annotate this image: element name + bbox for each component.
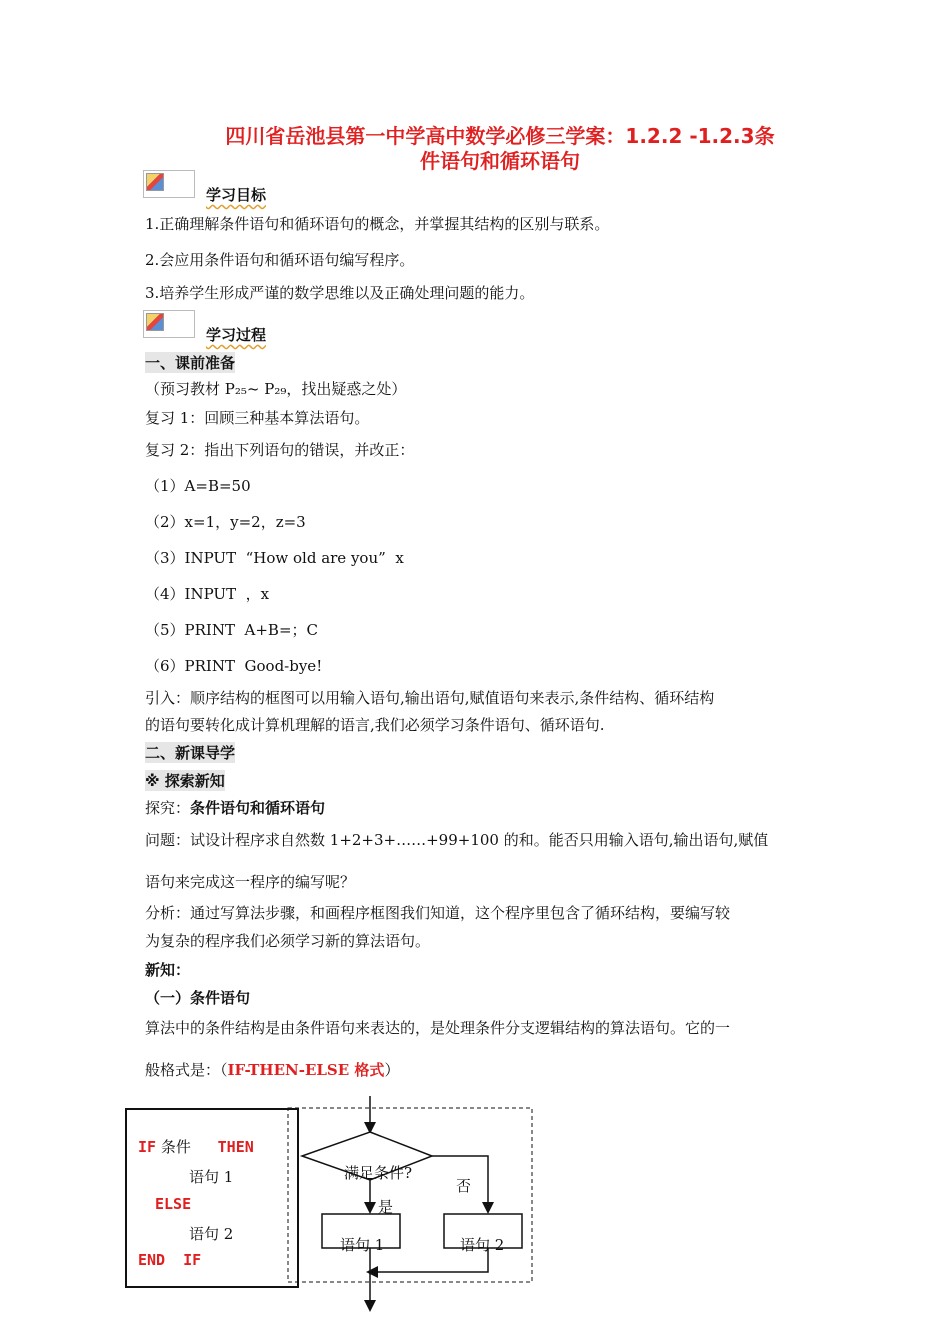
format-suffix: ）	[384, 1061, 400, 1079]
no-label: 否	[456, 1177, 472, 1195]
part2-heading: 二、新课导学	[145, 744, 236, 762]
review-item: （5）PRINT A+B=；C	[145, 621, 318, 639]
review-item: （4）INPUT ，x	[145, 585, 270, 603]
preview-note: （预习教材 P₂₅~ P₂₉，找出疑惑之处）	[145, 380, 407, 398]
review-1: 复习 1：回顾三种基本算法语句。	[145, 409, 370, 427]
review-item: （2）x=1，y=2，z=3	[145, 513, 306, 531]
part1-heading: 一、课前准备	[145, 354, 236, 372]
sub1-heading: （一）条件语句	[145, 989, 251, 1007]
section-heading-process: 学习过程	[206, 326, 267, 344]
inquiry-line	[145, 798, 325, 818]
format-name: IF-THEN-ELSE 格式	[227, 1061, 385, 1079]
question-line1: 问题：试设计程序求自然数 1+2+3+……+99+100 的和。能否只用输入语句,输出语句,赋值	[145, 831, 769, 849]
goal-item: 2.会应用条件语句和循环语句编写程序。	[145, 251, 415, 269]
section-image-icon	[143, 310, 195, 338]
inquiry-topic: 条件语句和循环语句	[190, 799, 326, 817]
question-line2: 语句来完成这一程序的编写呢？	[145, 873, 356, 891]
condition-text: 条件	[160, 1138, 191, 1156]
analysis-line2: 为复杂的程序我们必须学习新的算法语句。	[145, 932, 431, 950]
inquiry-prefix: 探究：	[145, 799, 191, 817]
yes-label: 是	[378, 1198, 394, 1216]
new-knowledge-label: 新知：	[145, 961, 191, 979]
intro-text-line2: 的语句要转化成计算机理解的语言,我们必须学习条件语句、循环语句.	[145, 716, 605, 734]
goal-item: 3.培养学生形成严谨的数学思维以及正确处理问题的能力。	[145, 284, 535, 302]
review-2: 复习 2：指出下列语句的错误，并改正：	[145, 441, 415, 459]
code-stmt1: 语句 1	[189, 1168, 234, 1186]
review-item: （6）PRINT Good-bye!	[145, 657, 323, 675]
box2-label: 语句 2	[460, 1236, 505, 1254]
if-then-else-code-box	[125, 1108, 299, 1288]
analysis-line1: 分析：通过写算法步骤，和画程序框图我们知道，这个程序里包含了循环结构，要编写较	[145, 904, 731, 922]
section-heading-goals: 学习目标	[206, 186, 267, 204]
then-keyword: THEN	[217, 1138, 254, 1156]
dashed-frame	[288, 1108, 532, 1282]
code-line-if	[138, 1136, 254, 1157]
explore-heading: ※ 探索新知	[145, 772, 225, 790]
code-stmt2: 语句 2	[189, 1225, 234, 1243]
if-flowchart	[280, 1094, 540, 1314]
review-item: （1）A=B=50	[145, 477, 251, 495]
end-if-keyword: END IF	[138, 1251, 202, 1269]
sub1-text-line2	[145, 1060, 399, 1080]
if-keyword: IF	[138, 1138, 157, 1156]
section-image-icon	[143, 170, 195, 198]
format-prefix: 般格式是：（	[145, 1061, 228, 1079]
document-title-line1: 四川省岳池县第一中学高中数学必修三学案：1.2.2 -1.2.3条	[225, 124, 775, 148]
intro-text-line1: 引入：顺序结构的框图可以用输入语句,输出语句,赋值语句来表示,条件结构、循环结构	[145, 689, 715, 707]
else-keyword: ELSE	[155, 1195, 192, 1213]
document-title-line2: 件语句和循环语句	[420, 149, 580, 173]
sub1-text-line1: 算法中的条件结构是由条件语句来表达的，是处理条件分支逻辑结构的算法语句。它的一	[145, 1019, 731, 1037]
box1-label: 语句 1	[340, 1236, 385, 1254]
decision-label: 满足条件?	[344, 1164, 413, 1182]
goal-item: 1.正确理解条件语句和循环语句的概念，并掌握其结构的区别与联系。	[145, 215, 610, 233]
review-item: （3）INPUT “How old are you” x	[145, 549, 404, 567]
